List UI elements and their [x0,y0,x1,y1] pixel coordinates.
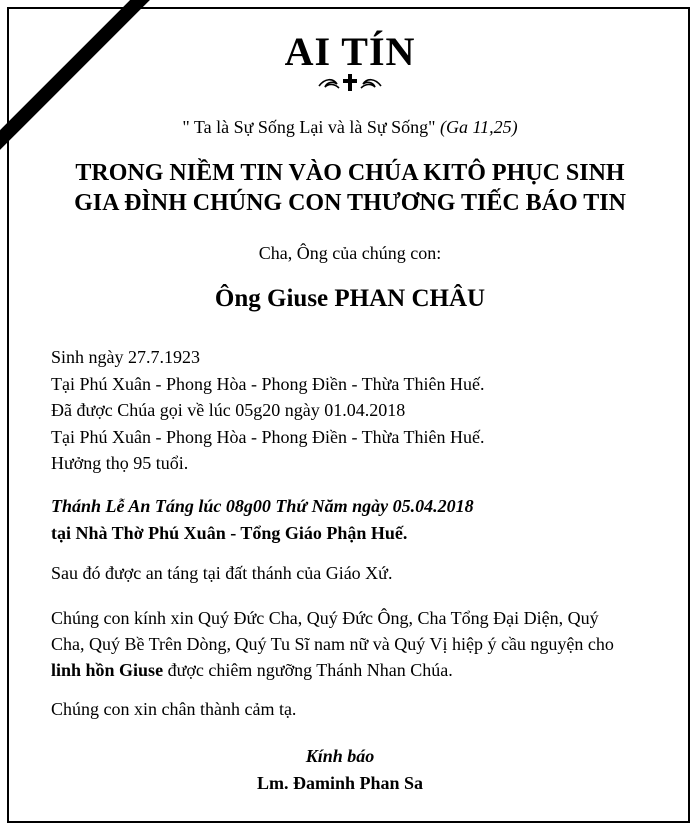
request-line: Chúng con kính xin Quý Đức Cha, Quý Đức Ông, Cha Tổng Đại Diện, Quý [51,608,599,628]
bio-line: Tại Phú Xuân - Phong Hòa - Phong Điền - Thừa Thiên Huế. [51,426,485,447]
closing-text: Chúng con xin chân thành cảm tạ. [51,699,297,719]
deceased-name: Ông Giuse PHAN CHÂU [214,285,486,312]
cross-ornament-icon [0,72,700,94]
quote-text: " Ta là Sự Sống Lại và là Sự Sống" [182,117,436,137]
signature-name: Lm. Đaminh Phan Sa [256,773,424,793]
page-title: AI TÍN [284,29,416,74]
bio-line: Hưởng thọ 95 tuổi. [51,453,189,473]
funeral-mass-info [51,493,474,546]
burial-text: Sau đó được an táng tại đất thánh của Giáo Xứ. [51,563,393,583]
request-bold: linh hồn Giuse [51,660,164,680]
heading-line-1: TRONG NIỀM TIN VÀO CHÚA KITÔ PHỤC SINH [75,160,625,186]
mass-location: tại Nhà Thờ Phú Xuân - Tổng Giáo Phận Huế. [51,522,408,543]
biography [51,344,485,477]
request-rest: được chiêm ngưỡng Thánh Nhan Chúa. [163,660,453,680]
bio-line: Sinh ngày 27.7.1923 [51,347,201,367]
request-line [51,657,651,683]
signature [220,743,460,797]
mass-time: Thánh Lễ An Táng lúc 08g00 Thứ Năm ngày 05.04.2018 [51,496,474,516]
bio-line: Đã được Chúa gọi về lúc 05g20 ngày 01.04.2018 [51,400,406,420]
heading-line-2: GIA ĐÌNH CHÚNG CON THƯƠNG TIẾC BÁO TIN [74,190,626,216]
request-line: Cha, Quý Bề Trên Dòng, Quý Tu Sĩ nam nữ và Quý Vị hiệp ý cầu nguyện cho [51,634,614,654]
quote-reference: (Ga 11,25) [439,117,518,137]
bio-line: Tại Phú Xuân - Phong Hòa - Phong Điền - Thừa Thiên Huế. [51,373,485,394]
scripture-quote [0,117,700,138]
prayer-request [51,605,651,683]
intro-text: Cha, Ông của chúng con: [258,243,442,263]
signature-salutation: Kính báo [305,746,375,766]
